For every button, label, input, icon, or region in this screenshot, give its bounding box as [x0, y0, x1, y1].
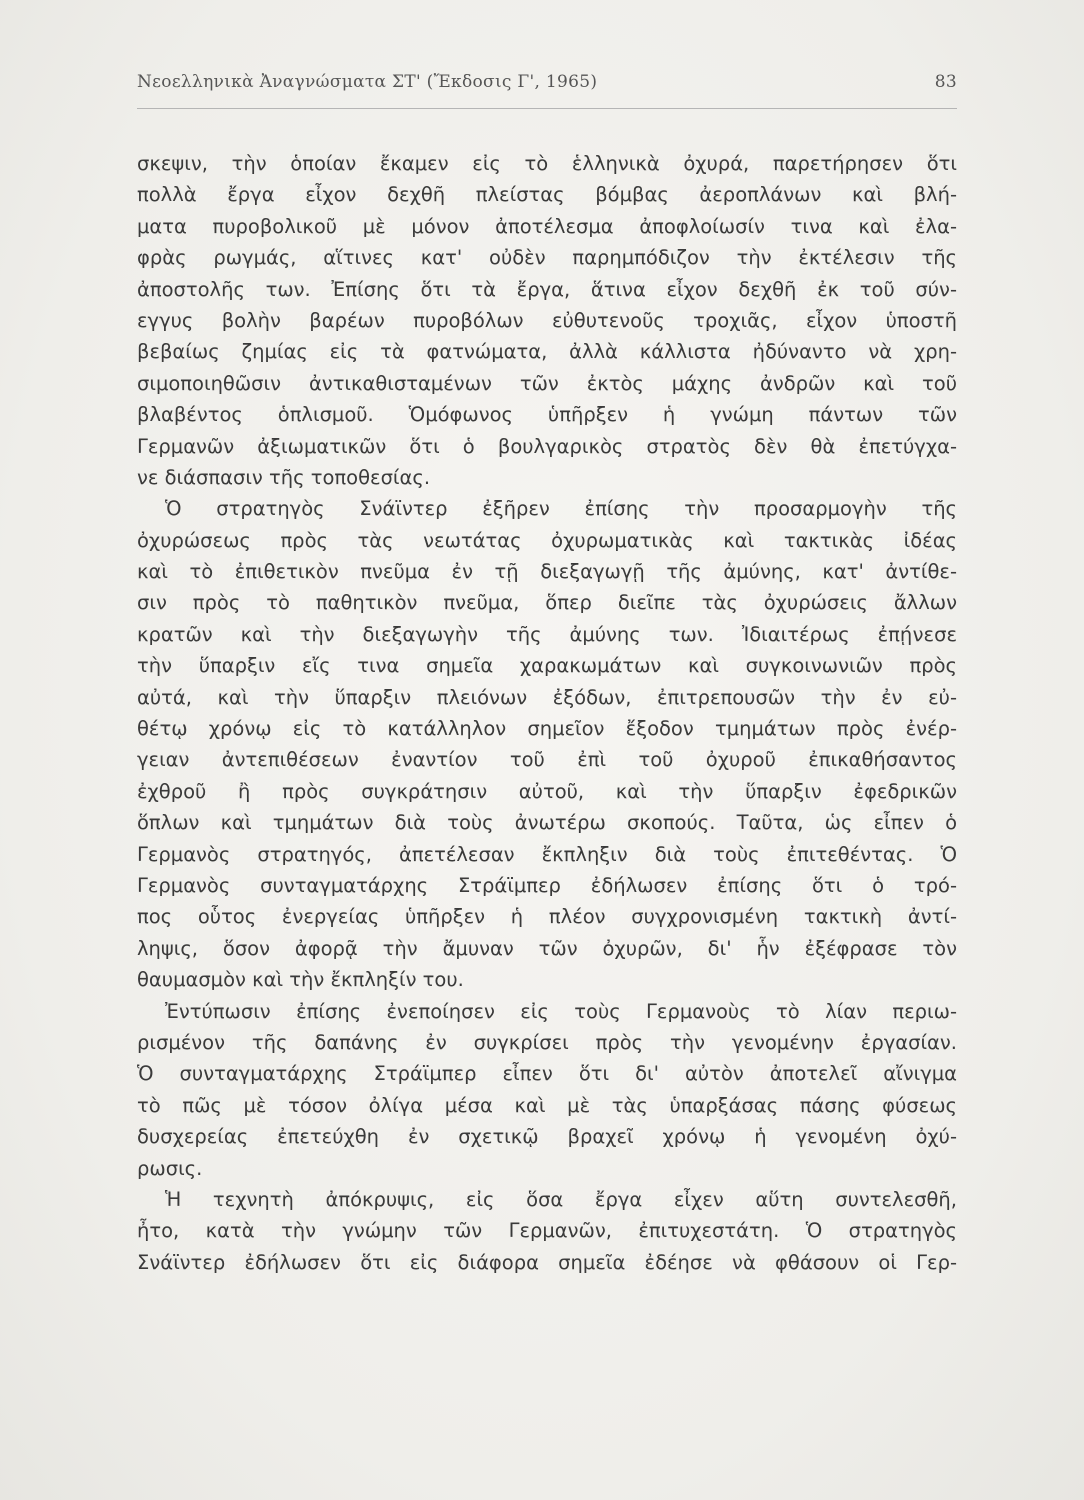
page-number: 83	[934, 72, 957, 92]
text-line: πολλὰ ἔργα εἶχον δεχθῆ πλείστας βόμβας ἀεροπλάνων καὶ βλή-	[137, 183, 957, 207]
text-line: τὴν ὕπαρξιν εἴς τινα σημεῖα χαρακωμάτων καὶ συγκοινωνιῶν πρὸς	[137, 654, 957, 678]
text-line: εγγυς βολὴν βαρέων πυροβόλων εὐθυτενοῦς τροχιᾶς, εἶχον ὑποστῆ	[137, 308, 957, 332]
header-rule	[137, 108, 957, 109]
text-line: βεβαίως ζημίας εἰς τὰ φατνώματα, ἀλλὰ κάλλιστα ἠδύναντο νὰ χρη-	[137, 340, 957, 364]
text-line: καὶ τὸ ἐπιθετικὸν πνεῦμα ἐν τῇ διεξαγωγῇ τῆς ἀμύνης, κατ' ἀντίθε-	[137, 560, 957, 584]
text-line: θαυμασμὸν καὶ τὴν ἔκπληξίν του.	[137, 968, 464, 992]
text-line: αὐτά, καὶ τὴν ὕπαρξιν πλειόνων ἐξόδων, ἐπιτρεπουσῶν τὴν ἐν εὐ-	[137, 685, 957, 709]
running-head-title: Νεοελληνικὰ Ἀναγνώσματα ΣΤ' (Ἔκδοσις Γ', 1965)	[137, 72, 598, 92]
text-line: βλαβέντος ὁπλισμοῦ. Ὁμόφωνος ὑπῆρξεν ἡ γνώμη πάντων τῶν	[137, 403, 957, 427]
text-line: ρωσις.	[137, 1156, 203, 1180]
text-line: σιμοποιηθῶσιν ἀντικαθισταμένων τῶν ἐκτὸς μάχης ἀνδρῶν καὶ τοῦ	[137, 371, 957, 395]
text-line: γειαν ἀντεπιθέσεων ἐναντίον τοῦ ἐπὶ τοῦ ὀχυροῦ ἐπικαθήσαντος	[137, 748, 957, 772]
body-text	[137, 148, 957, 1278]
text-line: ἦτο, κατὰ τὴν γνώμην τῶν Γερμανῶν, ἐπιτυχεστάτη. Ὁ στρατηγὸς	[137, 1219, 957, 1243]
text-line: σιν πρὸς τὸ παθητικὸν πνεῦμα, ὅπερ διεῖπε τὰς ὀχυρώσεις ἄλλων	[137, 591, 957, 615]
text-line: δυσχερείας ἐπετεύχθη ἐν σχετικῷ βραχεῖ χρόνῳ ἡ γενομένη ὀχύ-	[137, 1125, 957, 1149]
text-line: ληψις, ὅσον ἀφορᾷ τὴν ἄμυναν τῶν ὀχυρῶν, δι' ἧν ἐξέφρασε τὸν	[137, 936, 957, 960]
text-line: Γερμανῶν ἀξιωματικῶν ὅτι ὁ βουλγαρικὸς στρατὸς δὲν θὰ ἐπετύγχα-	[137, 434, 957, 458]
text-line: Σνάϊντερ ἐδήλωσεν ὅτι εἰς διάφορα σημεῖα ἐδέησε νὰ φθάσουν οἱ Γερ-	[137, 1250, 957, 1274]
text-line: πος οὗτος ἐνεργείας ὑπῆρξεν ἡ πλέον συγχρονισμένη τακτικὴ ἀντί-	[137, 905, 957, 929]
text-line: φρὰς ρωγμάς, αἵτινες κατ' οὐδὲν παρημπόδιζον τὴν ἐκτέλεσιν τῆς	[137, 246, 957, 270]
text-line: τὸ πῶς μὲ τόσον ὀλίγα μέσα καὶ μὲ τὰς ὑπαρξάσας πάσης φύσεως	[137, 1093, 957, 1117]
text-line: Γερμανὸς συνταγματάρχης Στράϊμπερ ἐδήλωσεν ἐπίσης ὅτι ὁ τρό-	[137, 873, 957, 897]
text-line: Ὁ στρατηγὸς Σνάϊντερ ἐξῆρεν ἐπίσης τὴν προσαρμογὴν τῆς	[165, 497, 957, 521]
text-line: ρισμένον τῆς δαπάνης ἐν συγκρίσει πρὸς τὴν γενομένην ἐργασίαν.	[137, 1030, 957, 1054]
text-line: Ἡ τεχνητὴ ἀπόκρυψις, εἰς ὅσα ἔργα εἶχεν αὕτη συντελεσθῆ,	[165, 1187, 957, 1211]
text-line: Γερμανὸς στρατηγός, ἀπετέλεσαν ἔκπληξιν διὰ τοὺς ἐπιτεθέντας. Ὁ	[137, 842, 957, 866]
text-line: Ἐντύπωσιν ἐπίσης ἐνεποίησεν εἰς τοὺς Γερμανοὺς τὸ λίαν περιω-	[165, 999, 957, 1023]
text-line: θέτῳ χρόνῳ εἰς τὸ κατάλληλον σημεῖον ἔξοδον τμημάτων πρὸς ἐνέρ-	[137, 717, 957, 741]
text-line: ὀχυρώσεως πρὸς τὰς νεωτάτας ὀχυρωματικὰς καὶ τακτικὰς ἰδέας	[137, 528, 957, 552]
text-line: νε διάσπασιν τῆς τοποθεσίας.	[137, 465, 431, 489]
text-line: κρατῶν καὶ τὴν διεξαγωγὴν τῆς ἀμύνης των. Ἰδιαιτέρως ἐπῄνεσε	[137, 622, 957, 646]
text-line: ματα πυροβολικοῦ μὲ μόνον ἀποτέλεσμα ἀποφλοίωσίν τινα καὶ ἐλα-	[137, 214, 957, 238]
running-head	[137, 72, 957, 102]
text-line: ἐχθροῦ ἢ πρὸς συγκράτησιν αὐτοῦ, καὶ τὴν ὕπαρξιν ἐφεδρικῶν	[137, 779, 957, 803]
text-line: ὅπλων καὶ τμημάτων διὰ τοὺς ἀνωτέρω σκοπούς. Ταῦτα, ὡς εἶπεν ὁ	[137, 811, 957, 835]
text-line: ἀποστολῆς των. Ἐπίσης ὅτι τὰ ἔργα, ἅτινα εἶχον δεχθῆ ἐκ τοῦ σύν-	[137, 277, 957, 301]
text-line: σκεψιν, τὴν ὁποίαν ἔκαμεν εἰς τὸ ἑλληνικὰ ὀχυρά, παρετήρησεν ὅτι	[137, 152, 957, 175]
text-line: Ὁ συνταγματάρχης Στράϊμπερ εἶπεν ὅτι δι' αὐτὸν ἀποτελεῖ αἴνιγμα	[137, 1062, 957, 1086]
